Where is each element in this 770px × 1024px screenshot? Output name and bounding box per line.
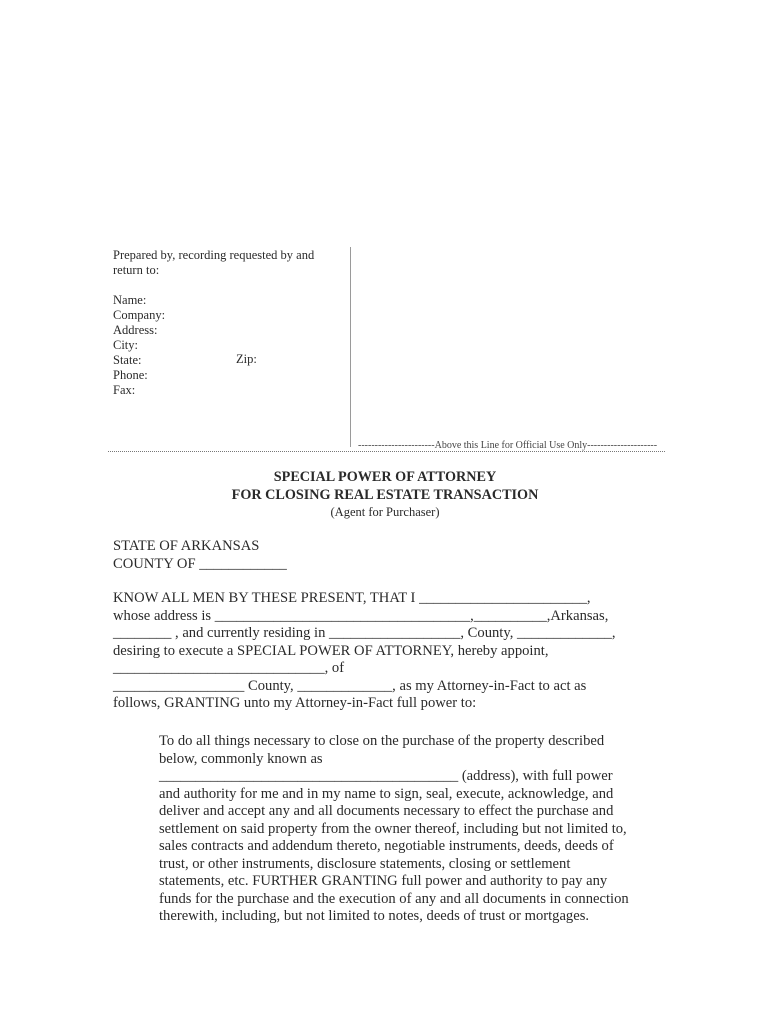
grant-line: deliver and accept any and all documents necessary to effect the purchase and bbox=[159, 803, 614, 819]
grant-line: _________________________________________ (address), with full power bbox=[159, 768, 613, 784]
field-fax-label: Fax: bbox=[113, 383, 136, 397]
grant-paragraph bbox=[159, 733, 629, 926]
field-state-label: State: bbox=[113, 353, 142, 367]
document-title-line-1: SPECIAL POWER OF ATTORNEY bbox=[273, 469, 497, 485]
prepared-by-line-1: Prepared by, recording requested by and bbox=[113, 248, 315, 262]
prepared-by-block bbox=[113, 248, 314, 398]
appointment-paragraph bbox=[113, 590, 616, 713]
paragraph-line: ________ , and currently residing in __________________, County, _____________, bbox=[113, 625, 616, 641]
grant-line: below, commonly known as bbox=[159, 750, 323, 767]
horizontal-divider bbox=[108, 451, 665, 452]
field-address-label: Address: bbox=[113, 323, 158, 337]
prepared-by-line-2: return to: bbox=[113, 263, 160, 277]
field-phone-label: Phone: bbox=[113, 368, 148, 382]
grant-line: settlement on said property from the owner thereof, including but not limited to, bbox=[159, 820, 627, 837]
field-name-label: Name: bbox=[113, 293, 147, 307]
paragraph-line: _____________________________, of bbox=[113, 660, 345, 676]
grant-line: statements, etc. FURTHER GRANTING full power and authority to pay any bbox=[159, 873, 608, 889]
spacer bbox=[113, 278, 314, 293]
field-company-label: Company: bbox=[113, 308, 166, 322]
vertical-divider bbox=[350, 247, 351, 447]
grant-line: therewith, including, but not limited to notes, deeds of trust or mortgages. bbox=[159, 908, 590, 924]
venue-block bbox=[113, 538, 287, 573]
field-zip-label: Zip: bbox=[236, 352, 257, 366]
official-use-line: -----------------------Above this Line for Official Use Only--------------------- bbox=[358, 440, 658, 451]
paragraph-line: __________________ County, _____________, as my Attorney-in-Fact to act as bbox=[113, 677, 587, 694]
grant-line: and authority for me and in my name to sign, seal, execute, acknowledge, and bbox=[159, 785, 614, 802]
document-title-line-2: FOR CLOSING REAL ESTATE TRANSACTION bbox=[231, 487, 539, 503]
paragraph-line: desiring to execute a SPECIAL POWER OF ATTORNEY, hereby appoint, bbox=[113, 642, 549, 659]
paragraph-line: KNOW ALL MEN BY THESE PRESENT, THAT I _______________________, bbox=[113, 590, 591, 606]
grant-line: funds for the purchase and the execution of any and all documents in connection bbox=[159, 890, 629, 907]
field-city-label: City: bbox=[113, 338, 139, 352]
paragraph-line: follows, GRANTING unto my Attorney-in-Fact full power to: bbox=[113, 695, 477, 711]
document-subtitle: (Agent for Purchaser) bbox=[330, 505, 440, 519]
venue-county: COUNTY OF ____________ bbox=[113, 555, 287, 572]
grant-line: To do all things necessary to close on the purchase of the property described bbox=[159, 733, 605, 749]
grant-line: trust, or other instruments, disclosure statements, closing or settlement bbox=[159, 855, 571, 872]
paragraph-line: whose address is ___________________________________,__________,Arkansas, bbox=[113, 607, 609, 624]
grant-line: sales contracts and addendum thereto, negotiable instruments, deeds, deeds of bbox=[159, 838, 614, 854]
venue-state: STATE OF ARKANSAS bbox=[113, 538, 260, 554]
